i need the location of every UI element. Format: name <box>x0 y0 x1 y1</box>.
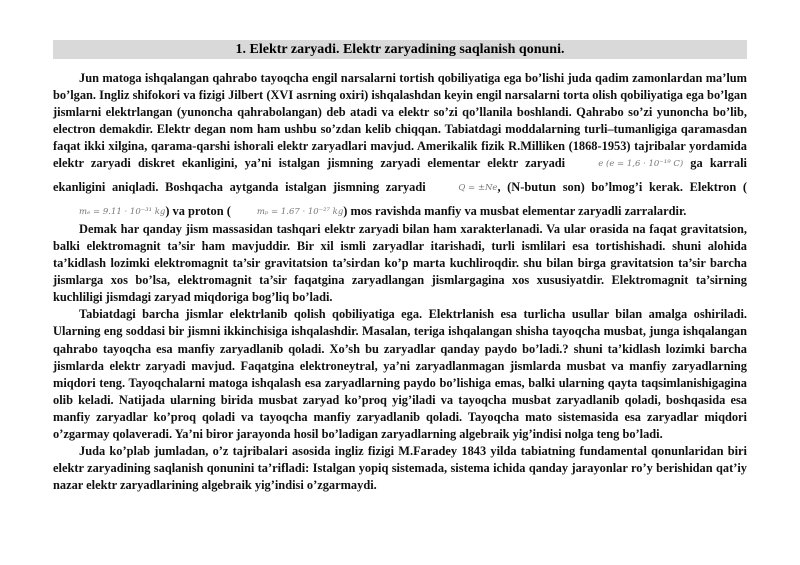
formula-proton-mass: mₚ = 1.67 · 10⁻²⁷ kg <box>256 206 344 217</box>
formula-electron-mass: mₑ = 9.11 · 10⁻³¹ kg <box>79 206 166 217</box>
paragraph-4: Juda ko’plab jumladan, o’z tajribalari asosida ingliz fizigi M.Faradey 1843 yilda tabiatning fundamental qonunlaridan biri elektr zaryadining saqlanish qonunini ta’rifladi: Istalgan yopiq sistemada, sistema ichida qanday jarayonlar ro’y berishidan qat’iy nazar elektr zaryadlarining algebraik yig’indisi o’zgarmaydi. <box>53 444 747 493</box>
document-page <box>53 40 747 494</box>
paragraph-1 <box>53 70 747 221</box>
section-title-bar <box>53 40 747 59</box>
paragraph-1-text-e: ) mos ravishda manfiy va musbat elementar zaryadli zarralardir. <box>343 204 687 219</box>
paragraph-1-text-a: Jun matoga ishqalangan qahrabo tayoqcha engil narsalarni tortish qobiliyatiga ega bo’lishi juda qadim zamonlardan ma’lum bo’lgan. Ingliz shifokori va fizigi Jilbert (XVI asrning oxiri) ishqalashdan keyin engil narsalarni torta olish qobiliyatiga ega bo’lgan jismlarni elektrlangan (yunoncha qahrabolangan) deb atadi va elektr so’zi qo’llanila boshlandi. Qahrabo so’zi yunoncha bo’lib, electron demakdir. Elektr degan nom ham ushbu so’zdan kelib chiqqan. Tabiatdagi moddalarning turli–tumanligiga qaramasdan faqat ikki xilgina, qarama-qarshi ishorali elektr zaryadlari mavjud. Amerikalik fizik R.Milliken (1868-1953) tajribalar yordamida elektr zaryadi diskret ekanligini, ya’ni istalgan jismning zaryadi elementar elektr zaryadi <box>53 71 747 171</box>
paragraph-1-text-b: ga karrali ekanligini aniqladi. Boshqacha aytganda istalgan jismning zaryadi <box>53 156 747 195</box>
formula-elementary-charge: e (e = 1,6 · 10⁻¹⁹ C) <box>598 159 684 170</box>
paragraph-3: Tabiatdagi barcha jismlar elektrlanib qolish qobiliyatiga ega. Elektrlanish esa turlicha usullar bilan amalga oshiriladi. Ularning eng soddasi bir jismni ikkinchisiga ishqalashdir. Masalan, teriga ishqalangan shisha tayoqcha musbat, junga ishqalangan qahrabo tayoqcha esa manfiy zaryadlanib qoladi. Xo’sh bu zaryadlar qanday paydo bo’ladi.? shuni ta’kidlash lozimki barcha jismlarda elektr zaryadi mavjud. Faqatgina elektroneytral, ya’ni zaryadlanmagan jismlarda musbat va manfiy zaryadlarning miqdori teng. Tayoqchalarni matoga ishqalash esa zaryadlarning paydo bo’lishiga emas, balki ularning qayta taqsimlanishigagina olib keladi. Natijada ularning birida musbat zaryad ko’proq yig’iladi va tayoqcha musbat zaryadlanib qoladi, boshqasida esa manfiy zaryadlar ko’proq qoladi va tayoqcha manfiy zaryadlanib qoladi. Tayoqcha mato sistemasida esa zaryadlar miqdori o’zgarmay qolaveradi. Ya’ni biror jarayonda hosil bo’ladigan zaryadlarning algebraik yig’indisi nolga teng bo’ladi. <box>53 307 747 441</box>
paragraph-1-text-c: , (N-butun son) bo’lmog’i kerak. Elektron ( <box>497 180 747 195</box>
section-title: 1. Elektr zaryadi. Elektr zaryadining saqlanish qonuni. <box>235 42 565 57</box>
formula-body-charge: Q = ±Ne <box>458 183 498 194</box>
paragraph-1-text-d: ) va proton ( <box>165 204 231 219</box>
paragraph-2: Demak har qanday jism massasidan tashqari elektr zaryadi bilan ham xarakterlanadi. Va ular orasida na faqat gravitatsion, balki elektromagnit ta’sir ham mavjuddir. Bir xil ismli zaryadlar itarishadi, turli ismlilari esa tortishishadi. shuni alohida ta’kidlash lozimki elektromagnit ta’sir gravitatsion ta’sirdan ko’p marta kuchliroqdir. shu bilan birga gravitatsion ta’sir barcha jismlarga xos bo’lsa, elektromagnit ta’sir faqatgina zaryadlangan jismlargagina xos xususiyatdir. Elektromagnit ta’sirning kuchliligi jismdagi zaryad miqdoriga bog’liq bo’ladi. <box>53 221 747 305</box>
